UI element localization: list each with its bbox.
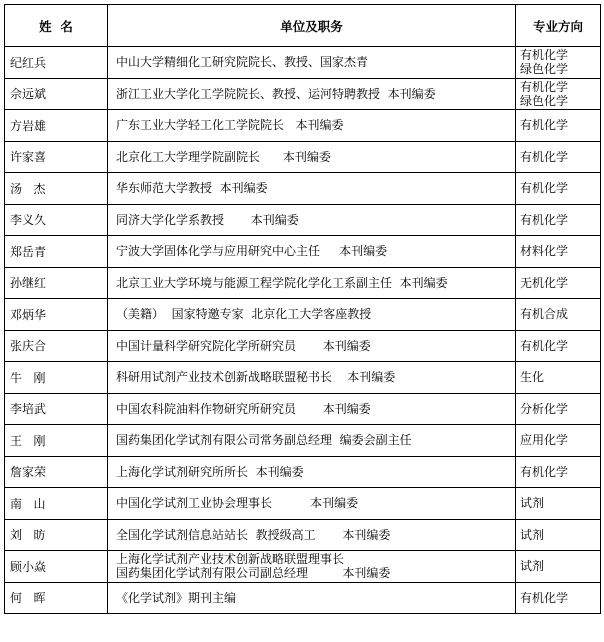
member-unit: [108, 425, 516, 457]
member-unit: [108, 47, 516, 79]
member-name: 张庆合: [5, 330, 108, 362]
field-line: 有机化学: [520, 181, 569, 196]
member-field: [516, 204, 601, 236]
field-line: 分析化学: [520, 401, 569, 416]
member-field: [516, 425, 601, 457]
member-name: 顾小焱: [5, 551, 108, 583]
member-name: 王 刚: [5, 425, 108, 457]
member-name: 何 晖: [5, 582, 108, 614]
member-field: [516, 551, 601, 583]
member-name: 郑岳青: [5, 236, 108, 268]
unit-line: 国药集团化学试剂有限公司常务副总经理 编委会副主任: [116, 433, 412, 448]
field-line: 试剂: [520, 559, 545, 574]
unit-line: 广东工业大学轻工化工学院院长 本刊编委: [116, 118, 344, 133]
member-field: [516, 141, 601, 173]
unit-line: 北京工业大学环境与能源工程学院化学化工系副主任 本刊编委: [116, 275, 448, 290]
member-name: 许家喜: [5, 141, 108, 173]
field-line: 试剂: [520, 527, 545, 542]
table-row: [5, 551, 601, 583]
member-field: [516, 488, 601, 520]
field-line: 有机化学: [520, 212, 569, 227]
unit-line: 浙江工业大学化工学院院长、教授、运河特聘教授 本刊编委: [116, 86, 436, 101]
member-field: [516, 362, 601, 394]
member-unit: [108, 330, 516, 362]
member-field: [516, 173, 601, 205]
member-field: [516, 267, 601, 299]
table-row: [5, 204, 601, 236]
member-unit: [108, 299, 516, 331]
member-unit: [108, 141, 516, 173]
member-table: [4, 4, 601, 614]
member-field: [516, 236, 601, 268]
member-name: 刘 昉: [5, 519, 108, 551]
member-unit: [108, 204, 516, 236]
header-name: 姓 名: [5, 5, 108, 47]
unit-line: 国药集团化学试剂有限公司副总经理 本刊编委: [116, 566, 391, 581]
field-line: 有机化学: [520, 149, 569, 164]
field-line: 有机化学: [520, 118, 569, 133]
table-row: [5, 519, 601, 551]
member-name: 李培武: [5, 393, 108, 425]
member-name: 牛 刚: [5, 362, 108, 394]
unit-line: 上海化学试剂产业技术创新战略联盟理事长: [116, 552, 345, 567]
field-line: 有机化学: [520, 590, 569, 605]
field-line: 材料化学: [520, 244, 569, 259]
member-field: [516, 47, 601, 79]
field-line: 有机化学: [520, 48, 569, 63]
member-unit: [108, 236, 516, 268]
member-unit: [108, 393, 516, 425]
unit-line: 中国农科院油料作物研究所研究员 本刊编委: [116, 401, 371, 416]
unit-line: 北京化工大学理学院副院长 本刊编委: [116, 149, 331, 164]
member-field: [516, 330, 601, 362]
member-unit: [108, 267, 516, 299]
table-row: [5, 78, 601, 110]
member-field: [516, 456, 601, 488]
table-row: [5, 488, 601, 520]
header-unit: 单位及职务: [108, 5, 516, 47]
member-unit: [108, 488, 516, 520]
member-name: 佘远斌: [5, 78, 108, 110]
table-row: [5, 173, 601, 205]
field-line: 有机化学: [520, 464, 569, 479]
member-field: [516, 299, 601, 331]
unit-line: 同济大学化学系教授 本刊编委: [116, 212, 299, 227]
field-line: 生化: [520, 370, 545, 385]
member-name: 邓炳华: [5, 299, 108, 331]
unit-line: （美籍） 国家特邀专家 北京化工大学客座教授: [116, 307, 372, 322]
unit-line: 中国化学试剂工业协会理事长 本刊编委: [116, 496, 359, 511]
table-row: [5, 110, 601, 142]
table-row: [5, 362, 601, 394]
unit-line: 科研用试剂产业技术创新战略联盟秘书长 本刊编委: [116, 370, 396, 385]
member-name: 纪红兵: [5, 47, 108, 79]
field-line: 应用化学: [520, 433, 569, 448]
member-name: 方岩雄: [5, 110, 108, 142]
member-field: [516, 110, 601, 142]
table-row: [5, 236, 601, 268]
table-row: [5, 456, 601, 488]
table-row: [5, 299, 601, 331]
member-name: 孙继红: [5, 267, 108, 299]
unit-line: 《化学试剂》期刊主编: [116, 590, 237, 605]
table-row: [5, 141, 601, 173]
field-line: 有机合成: [520, 307, 569, 322]
unit-line: 中国计量科学研究院化学所研究员 本刊编委: [116, 338, 371, 353]
table-row: [5, 330, 601, 362]
member-field: [516, 519, 601, 551]
member-unit: [108, 362, 516, 394]
unit-line: 中山大学精细化工研究院院长、教授、国家杰青: [116, 55, 369, 70]
field-line: 绿色化学: [520, 62, 569, 77]
member-unit: [108, 551, 516, 583]
header-row: [5, 5, 601, 47]
member-name: 詹家荣: [5, 456, 108, 488]
member-name: 南 山: [5, 488, 108, 520]
member-unit: [108, 582, 516, 614]
member-unit: [108, 173, 516, 205]
member-field: [516, 582, 601, 614]
member-name: 汤 杰: [5, 173, 108, 205]
unit-line: 上海化学试剂研究所所长 本刊编委: [116, 464, 304, 479]
field-line: 无机化学: [520, 275, 569, 290]
header-field: 专业方向: [516, 5, 601, 47]
member-name: 李义久: [5, 204, 108, 236]
field-line: 有机化学: [520, 338, 569, 353]
table-row: [5, 425, 601, 457]
member-unit: [108, 519, 516, 551]
field-line: 试剂: [520, 496, 545, 511]
member-unit: [108, 456, 516, 488]
unit-line: 全国化学试剂信息站站长 教授级高工 本刊编委: [116, 527, 391, 542]
member-unit: [108, 110, 516, 142]
unit-line: 华东师范大学教授 本刊编委: [116, 181, 268, 196]
table-row: [5, 393, 601, 425]
member-field: [516, 393, 601, 425]
field-line: 有机化学: [520, 79, 569, 94]
field-line: 绿色化学: [520, 93, 569, 108]
table-row: [5, 47, 601, 79]
member-unit: [108, 78, 516, 110]
member-field: [516, 78, 601, 110]
table-row: [5, 582, 601, 614]
table-row: [5, 267, 601, 299]
unit-line: 宁波大学固体化学与应用研究中心主任 本刊编委: [116, 244, 388, 259]
